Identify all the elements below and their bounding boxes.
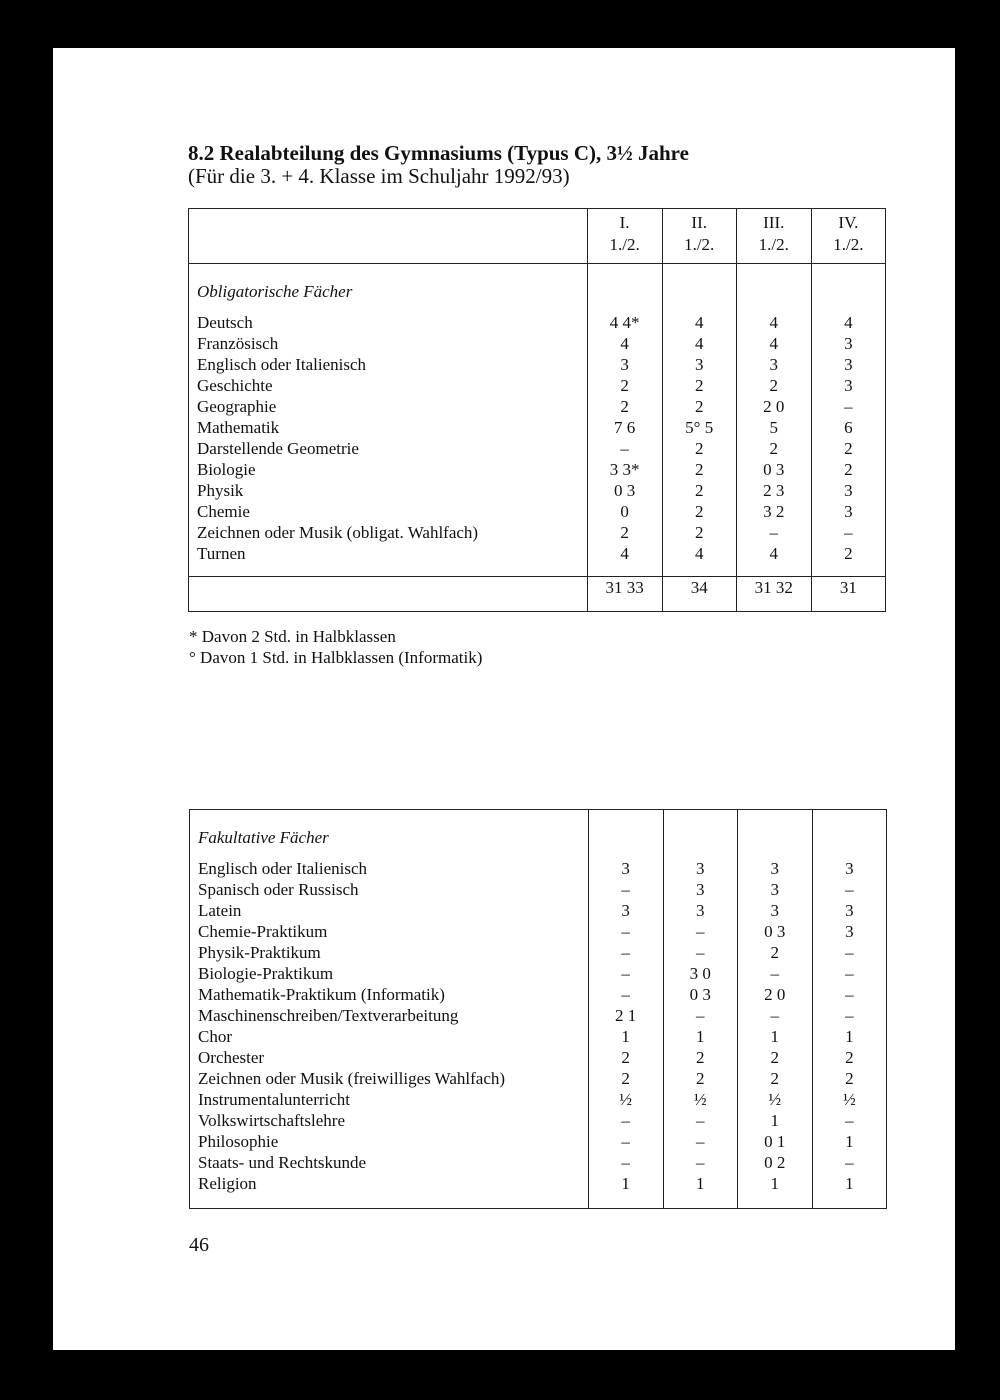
hours-value: 4 — [694, 544, 704, 563]
subject-list — [189, 312, 587, 564]
hours-value: 1 — [621, 1174, 630, 1193]
hours-value: – — [695, 1006, 705, 1025]
hours-value: 2 — [621, 1069, 630, 1088]
hours-value: 3 — [695, 859, 705, 878]
year-2-values — [663, 810, 737, 1209]
subject-name: Religion — [198, 1174, 257, 1193]
obligatory-subjects-table — [188, 208, 886, 612]
facultative-subjects-table — [189, 809, 887, 1209]
hours-value: – — [695, 943, 705, 962]
hours-value: – — [844, 397, 853, 416]
hours-value: 2 — [770, 1069, 780, 1088]
hours-value: 4 — [620, 544, 629, 563]
hours-value: 3 — [844, 334, 853, 353]
hours-value: 3 3* — [609, 460, 640, 479]
footnote-asterisk: * Davon 2 Std. in Halbklassen — [189, 627, 396, 646]
hours-value: – — [695, 922, 705, 941]
hours-value: ½ — [768, 1090, 782, 1109]
hours-value: 2 — [694, 397, 704, 416]
hours-value: – — [845, 964, 854, 983]
total-year-2: 34 — [662, 577, 736, 612]
subject-name: Biologie-Praktikum — [198, 964, 334, 983]
subject-name: Orchester — [198, 1048, 265, 1067]
column-header-year-4: IV. 1./2. — [811, 209, 885, 264]
hours-value: 2 — [845, 1048, 854, 1067]
year-3-values — [736, 264, 811, 577]
hours-value: 0 2 — [764, 1153, 786, 1172]
hours-value: 2 — [620, 397, 629, 416]
hours-value: – — [845, 1111, 854, 1130]
total-year-4: 31 — [811, 577, 885, 612]
hours-value: 5° 5 — [685, 418, 714, 437]
hours-value: 3 — [695, 880, 705, 899]
hours-value: 2 — [694, 523, 704, 542]
hours-value: 2 — [695, 1048, 705, 1067]
hours-value: 3 — [845, 901, 854, 920]
subject-name: Chemie — [197, 502, 250, 521]
hours-value: 3 — [844, 376, 853, 395]
section-subtitle: (Für die 3. + 4. Klasse im Schuljahr 1992/93) — [188, 164, 570, 188]
hours-value: 3 — [770, 901, 780, 920]
subject-name: Instrumentalunterricht — [198, 1090, 351, 1109]
hours-value: 1 — [845, 1132, 854, 1151]
hours-value: 3 — [844, 355, 853, 374]
hours-value: 3 — [694, 355, 704, 374]
hours-value: 1 — [845, 1027, 854, 1046]
hours-value: – — [621, 922, 630, 941]
section-heading — [188, 142, 689, 188]
hours-value: 4 — [694, 334, 704, 353]
hours-value: 4 — [769, 313, 779, 332]
total-year-1: 31 33 — [587, 577, 662, 612]
hours-value: – — [695, 1153, 705, 1172]
subject-name: Turnen — [197, 544, 246, 563]
subject-name: Französisch — [197, 334, 279, 353]
year-1-values — [588, 810, 663, 1209]
year-4-values — [811, 264, 885, 577]
page-number: 46 — [189, 1234, 209, 1256]
footnotes — [189, 626, 482, 668]
hours-value: 3 — [770, 859, 780, 878]
hours-value: 3 — [845, 922, 854, 941]
hours-value: 3 2 — [763, 502, 785, 521]
hours-value: – — [621, 1111, 630, 1130]
hours-value: 3 — [770, 880, 780, 899]
hours-value: 2 — [694, 481, 704, 500]
hours-value: 2 0 — [763, 397, 785, 416]
column-header-year-3: III. 1./2. — [736, 209, 811, 264]
table-body-row — [190, 810, 887, 1209]
column-header-year-1: I. 1./2. — [587, 209, 662, 264]
hours-value: 2 1 — [614, 1006, 637, 1025]
subject-name: Zeichnen oder Musik (obligat. Wahlfach) — [197, 523, 479, 542]
hours-value: 2 — [694, 376, 704, 395]
hours-value: 2 — [770, 1048, 780, 1067]
section-title: 8.2 Realabteilung des Gymnasiums (Typus C), 3½ Jahre — [188, 141, 689, 165]
table-body-row — [189, 264, 886, 577]
hours-value: 2 — [695, 1069, 705, 1088]
hours-value: – — [770, 964, 780, 983]
hours-value: ½ — [619, 1090, 632, 1109]
hours-value: 2 — [770, 943, 780, 962]
table-header-row — [189, 209, 886, 264]
hours-value: – — [769, 523, 779, 542]
hours-value: 4 — [620, 334, 629, 353]
hours-value: – — [621, 1153, 630, 1172]
hours-value: 2 — [769, 439, 779, 458]
subjects-column — [189, 264, 588, 577]
hours-value: 7 6 — [613, 418, 636, 437]
subject-list — [190, 858, 588, 1194]
hours-value: – — [845, 880, 854, 899]
hours-value: 2 — [694, 502, 704, 521]
hours-value: 0 3 — [689, 985, 711, 1004]
subject-name: Latein — [198, 901, 242, 920]
subject-name: Maschinenschreiben/Textverarbeitung — [198, 1006, 459, 1025]
hours-value: 4 — [769, 544, 779, 563]
hours-value: 2 — [769, 376, 779, 395]
obligatory-section-title: Obligatorische Fächer — [197, 282, 353, 301]
hours-value: ½ — [693, 1090, 707, 1109]
year-2-values — [662, 264, 736, 577]
footnote-degree: ° Davon 1 Std. in Halbklassen (Informatik) — [189, 648, 483, 667]
hours-value: ½ — [843, 1090, 856, 1109]
hours-value: 4 — [769, 334, 779, 353]
subject-name: Physik-Praktikum — [198, 943, 321, 962]
hours-value: 2 — [621, 1048, 630, 1067]
hours-value: – — [621, 880, 630, 899]
hours-value: – — [621, 1132, 630, 1151]
subject-name: Englisch oder Italienisch — [197, 355, 367, 374]
subject-name: Volkswirtschaftslehre — [198, 1111, 345, 1130]
header-empty-cell — [189, 209, 588, 264]
hours-value: 0 3 — [763, 460, 785, 479]
hours-value: 0 — [620, 502, 629, 521]
subject-name: Philosophie — [198, 1132, 279, 1151]
subjects-column — [190, 810, 589, 1209]
hours-value: 1 — [770, 1027, 780, 1046]
hours-value: 2 — [620, 376, 629, 395]
total-year-3: 31 32 — [736, 577, 811, 612]
hours-value: – — [770, 1006, 780, 1025]
hours-value: – — [695, 1132, 705, 1151]
year-4-values — [812, 810, 886, 1209]
hours-value: 2 — [844, 544, 853, 563]
hours-value: – — [621, 964, 630, 983]
subject-name: Zeichnen oder Musik (freiwilliges Wahlfach) — [198, 1069, 506, 1088]
totals-row — [189, 577, 886, 612]
subject-name: Mathematik — [197, 418, 280, 437]
subject-name: Biologie — [197, 460, 256, 479]
hours-value: 0 3 — [613, 481, 636, 500]
subject-name: Mathematik-Praktikum (Informatik) — [198, 985, 445, 1004]
hours-value: 1 — [770, 1174, 780, 1193]
subject-name: Darstellende Geometrie — [197, 439, 359, 458]
hours-value: 2 — [620, 523, 629, 542]
hours-value: 4 — [844, 313, 853, 332]
hours-value: 0 1 — [764, 1132, 786, 1151]
hours-value: 1 — [695, 1027, 705, 1046]
hours-value: – — [845, 943, 854, 962]
hours-value: 5 — [769, 418, 779, 437]
year-3-values — [737, 810, 812, 1209]
hours-value: 3 0 — [689, 964, 711, 983]
hours-value: 3 — [844, 502, 853, 521]
hours-value: 2 — [694, 460, 704, 479]
hours-value: 4 4* — [609, 313, 640, 332]
hours-value: – — [845, 1006, 854, 1025]
hours-value: 1 — [695, 1174, 705, 1193]
hours-value: 0 3 — [764, 922, 786, 941]
hours-value: 3 — [845, 859, 854, 878]
hours-value: 2 — [844, 439, 853, 458]
hours-value: 3 — [621, 901, 630, 920]
subject-name: Chor — [198, 1027, 232, 1046]
hours-value: 1 — [845, 1174, 854, 1193]
hours-value: 3 — [844, 481, 853, 500]
document-page — [53, 48, 955, 1350]
facultative-section-title: Fakultative Fächer — [198, 828, 329, 847]
hours-value: 2 — [844, 460, 853, 479]
hours-value: – — [845, 985, 854, 1004]
hours-value: 1 — [770, 1111, 780, 1130]
hours-value: 4 — [694, 313, 704, 332]
hours-value: 3 — [620, 355, 629, 374]
year-1-values — [587, 264, 662, 577]
hours-value: – — [621, 985, 630, 1004]
hours-value: 3 — [769, 355, 779, 374]
hours-value: 1 — [621, 1027, 630, 1046]
totals-label-cell — [189, 577, 588, 612]
subject-name: Physik — [197, 481, 244, 500]
subject-name: Geschichte — [197, 376, 273, 395]
subject-name: Englisch oder Italienisch — [198, 859, 368, 878]
hours-value: – — [844, 523, 853, 542]
hours-value: – — [620, 439, 629, 458]
hours-value: – — [695, 1111, 705, 1130]
hours-value: 2 3 — [763, 481, 785, 500]
subject-name: Staats- und Rechtskunde — [198, 1153, 367, 1172]
hours-value: 2 — [694, 439, 704, 458]
hours-value: 3 — [695, 901, 705, 920]
hours-value: 6 — [844, 418, 853, 437]
hours-value: – — [845, 1153, 854, 1172]
hours-value: 3 — [621, 859, 630, 878]
subject-name: Geographie — [197, 397, 277, 416]
hours-value: – — [621, 943, 630, 962]
hours-value: 2 — [845, 1069, 854, 1088]
hours-value: 2 0 — [764, 985, 786, 1004]
subject-name: Chemie-Praktikum — [198, 922, 328, 941]
subject-name: Spanisch oder Russisch — [198, 880, 359, 899]
column-header-year-2: II. 1./2. — [662, 209, 736, 264]
subject-name: Deutsch — [197, 313, 253, 332]
